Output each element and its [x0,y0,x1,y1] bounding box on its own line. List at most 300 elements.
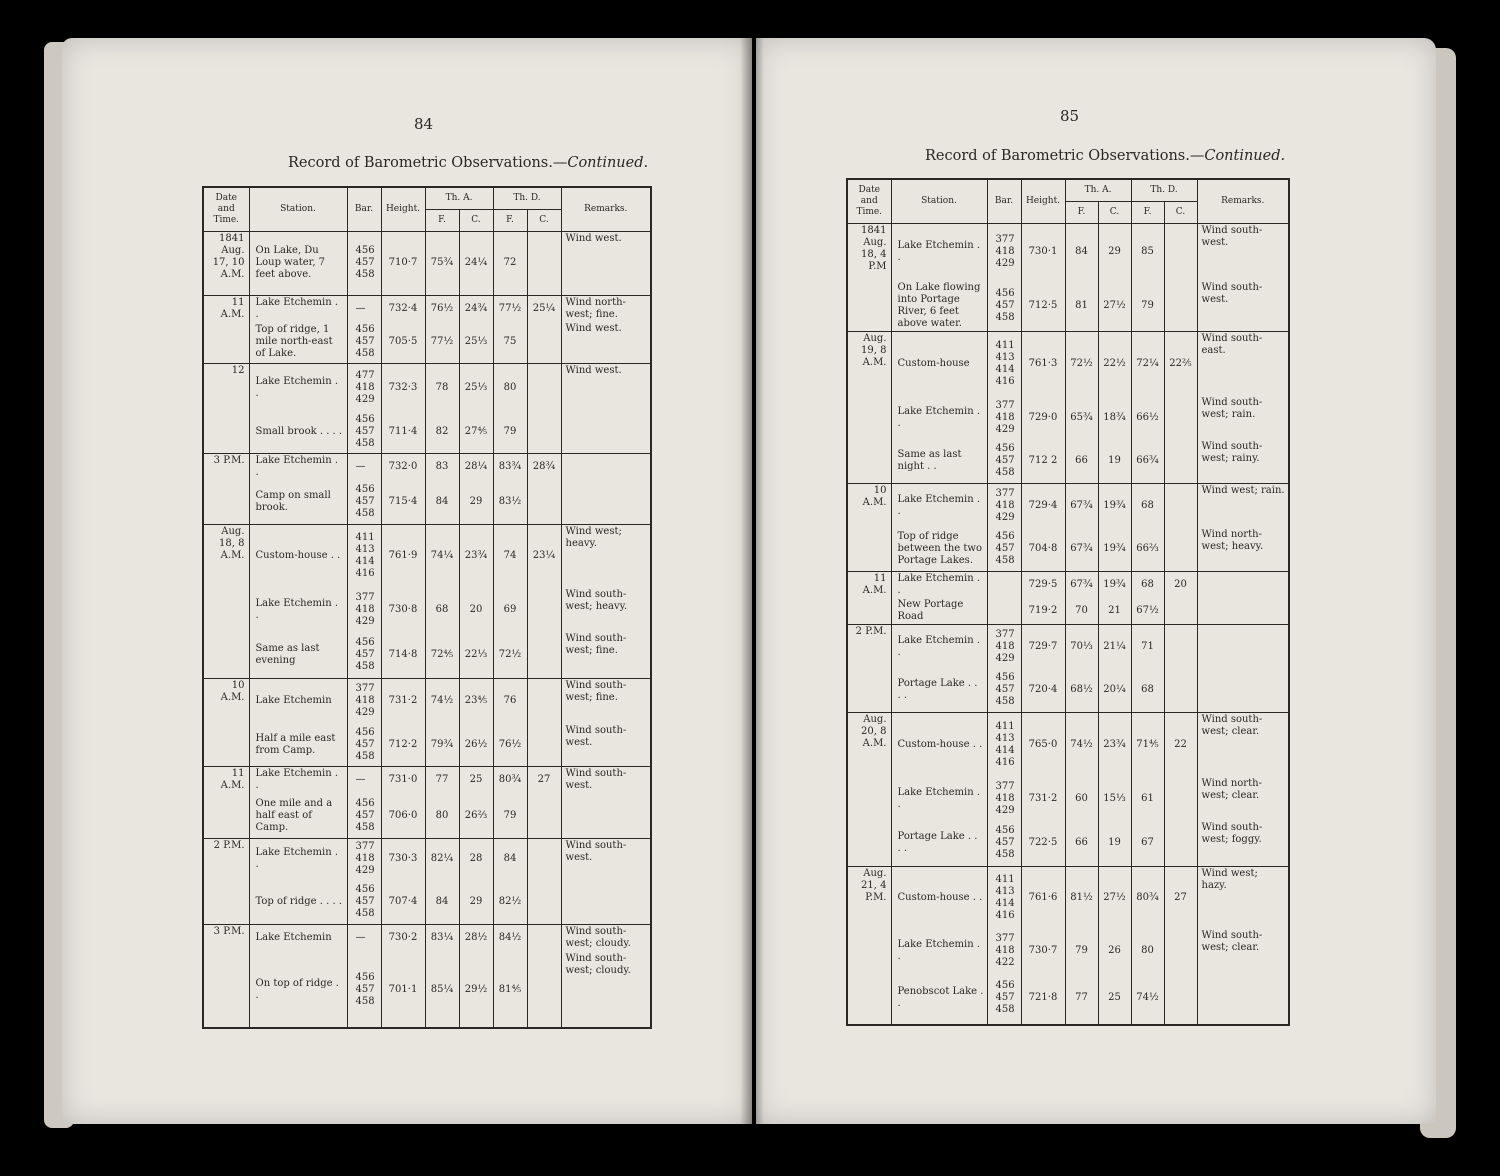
th-d-f-cell: 79 [493,412,527,454]
th-a-c-cell: 27½ [1098,281,1131,332]
th-a-f-cell: 74½ [425,678,459,724]
th-a-c-cell: 29 [1098,223,1131,281]
bar-cell: 377 418 429 [987,625,1021,669]
station-cell: Top of ridge between the two Portage Lakes. [891,528,987,572]
th-a-c-cell: 25 [1098,973,1131,1025]
station-cell: New Portage Road [891,598,987,625]
date-cell [203,480,249,524]
date-cell [847,396,891,440]
th-a-f-cell: 68 [425,588,459,632]
header-date: Date and Time. [847,179,891,223]
height-cell: 761·6 [1021,867,1065,929]
th-a-c-cell: 19 [1098,440,1131,484]
th-d-c-cell [527,952,561,1028]
remarks-cell: Wind north-west; clear. [1197,777,1289,821]
height-cell: 729·7 [1021,625,1065,669]
th-a-f-cell: 84 [425,480,459,524]
remarks-cell: Wind west. [561,231,651,295]
th-a-c-cell: 27½ [1098,867,1131,929]
th-d-f-cell: 80 [1131,929,1164,973]
remarks-cell: Wind south-west; heavy. [561,588,651,632]
th-d-c-cell [527,231,561,295]
remarks-cell: Wind south-west; rain. [1197,396,1289,440]
th-a-c-cell: 20¼ [1098,669,1131,713]
th-d-c-cell [1164,777,1197,821]
header-th-d: Th. D. [1131,179,1197,201]
bar-cell: 377 418 429 [347,678,381,724]
th-a-f-cell: 84 [1065,223,1098,281]
th-d-c-cell [1164,528,1197,572]
table-row [203,838,651,880]
bar-cell: 411 413 414 416 [987,332,1021,396]
table-row [203,322,651,364]
height-cell: 715·4 [381,480,425,524]
station-cell: Portage Lake . . . . [891,669,987,713]
height-cell: 705·5 [381,322,425,364]
th-d-c-cell [527,724,561,766]
th-a-c-cell: 23⅘ [459,678,493,724]
th-a-f-cell: 79¾ [425,724,459,766]
height-cell: 710·7 [381,231,425,295]
bar-cell: 456 457 458 [347,794,381,838]
remarks-cell: Wind south-west; foggy. [1197,821,1289,867]
table-row [847,821,1289,867]
th-d-c-cell [527,632,561,678]
header-station: Station. [891,179,987,223]
station-cell: Half a mile east from Camp. [249,724,347,766]
th-a-c-cell: 26½ [459,724,493,766]
th-d-f-cell: 83½ [493,480,527,524]
header-tha-c: C. [1098,201,1131,223]
th-d-c-cell [1164,598,1197,625]
station-cell: Custom-house [891,332,987,396]
table-row [203,454,651,481]
th-a-f-cell: 74½ [1065,713,1098,777]
bar-cell: 377 418 429 [347,838,381,880]
date-cell: 11 A.M. [847,572,891,599]
date-cell: 11 A.M. [203,766,249,794]
th-a-f-cell: 79 [1065,929,1098,973]
bar-cell: 456 457 458 [347,322,381,364]
remarks-cell: Wind south-west. [561,766,651,794]
remarks-cell [561,880,651,924]
bar-cell: 411 413 414 416 [347,524,381,588]
th-a-c-cell: 27⅘ [459,412,493,454]
remarks-cell: Wind south-east. [1197,332,1289,396]
station-cell: Small brook . . . . [249,412,347,454]
th-a-c-cell: 28¼ [459,454,493,481]
date-cell [203,588,249,632]
th-a-f-cell: 67¾ [1065,572,1098,599]
table-row [203,231,651,295]
remarks-cell [561,480,651,524]
th-a-c-cell: 28½ [459,924,493,952]
bar-cell: 456 457 458 [347,412,381,454]
th-a-c-cell: 29 [459,880,493,924]
th-d-c-cell: 25¼ [527,295,561,322]
bar-cell: 477 418 429 [347,364,381,412]
th-d-c-cell [527,880,561,924]
height-cell: 731·2 [1021,777,1065,821]
bar-cell: — [347,295,381,322]
th-d-f-cell: 83¾ [493,454,527,481]
th-a-c-cell: 15⅓ [1098,777,1131,821]
station-cell: Top of ridge, 1 mile north-east of Lake. [249,322,347,364]
table-row [203,480,651,524]
table-row [847,777,1289,821]
date-cell [847,929,891,973]
th-a-c-cell: 22½ [1098,332,1131,396]
th-d-f-cell: 75 [493,322,527,364]
date-cell [847,777,891,821]
remarks-cell [1197,973,1289,1025]
header-tha-c: C. [459,209,493,231]
bar-cell [987,598,1021,625]
table-row [847,223,1289,281]
table-row [203,632,651,678]
header-bar: Bar. [347,187,381,231]
bar-cell: 456 457 458 [347,952,381,1028]
th-a-c-cell: 23¾ [1098,713,1131,777]
th-a-f-cell: 74¼ [425,524,459,588]
th-d-f-cell: 72¼ [1131,332,1164,396]
th-d-c-cell: 27 [1164,867,1197,929]
th-d-c-cell [527,364,561,412]
height-cell: 732·4 [381,295,425,322]
remarks-cell: Wind south-west; rainy. [1197,440,1289,484]
header-bar: Bar. [987,179,1021,223]
bar-cell: 377 418 429 [987,777,1021,821]
height-cell: 711·4 [381,412,425,454]
date-cell: 3 P.M. [203,454,249,481]
station-cell: Lake Etchemin . . [249,766,347,794]
header-thd-f: F. [493,209,527,231]
table-row [203,364,651,412]
right-page-number: 85 [1060,107,1080,125]
th-d-f-cell: 82½ [493,880,527,924]
remarks-cell: Wind south-west. [561,838,651,880]
station-cell: On top of ridge . . [249,952,347,1028]
bar-cell: 456 457 458 [987,973,1021,1025]
height-cell: 765·0 [1021,713,1065,777]
th-d-c-cell [1164,821,1197,867]
th-a-f-cell: 77 [1065,973,1098,1025]
th-d-f-cell: 76 [493,678,527,724]
th-a-c-cell: 29½ [459,952,493,1028]
th-a-f-cell: 83 [425,454,459,481]
table-row [847,867,1289,929]
header-thd-c: C. [1164,201,1197,223]
remarks-cell: Wind south-west; fine. [561,632,651,678]
remarks-cell [1197,625,1289,669]
bar-cell: — [347,924,381,952]
th-d-c-cell [1164,396,1197,440]
height-cell: 712 2 [1021,440,1065,484]
th-a-f-cell: 84 [425,880,459,924]
th-d-c-cell [527,678,561,724]
th-d-f-cell: 67 [1131,821,1164,867]
header-tha-f: F. [1065,201,1098,223]
height-cell: 761·3 [1021,332,1065,396]
remarks-cell: Wind south-west. [1197,281,1289,332]
th-a-c-cell: 26⅔ [459,794,493,838]
height-cell: 732·0 [381,454,425,481]
th-d-c-cell: 23¼ [527,524,561,588]
th-a-f-cell: 75¾ [425,231,459,295]
date-cell [203,322,249,364]
height-cell: 720·4 [1021,669,1065,713]
th-d-f-cell: 66½ [1131,396,1164,440]
th-d-c-cell [527,794,561,838]
th-a-c-cell: 19¾ [1098,572,1131,599]
date-cell [847,973,891,1025]
bar-cell: 456 457 458 [987,669,1021,713]
bar-cell [987,572,1021,599]
header-thd-f: F. [1131,201,1164,223]
th-d-f-cell: 66¾ [1131,440,1164,484]
date-cell: 2 P.M. [847,625,891,669]
th-a-f-cell: 72⅘ [425,632,459,678]
table-row [847,572,1289,599]
th-d-f-cell: 84 [493,838,527,880]
table-row [203,880,651,924]
th-d-c-cell: 22 [1164,713,1197,777]
th-d-f-cell: 77½ [493,295,527,322]
th-a-f-cell: 81½ [1065,867,1098,929]
th-a-f-cell: 67¾ [1065,484,1098,528]
station-cell: Custom-house . . [891,867,987,929]
left-page-number: 84 [414,115,434,133]
th-a-f-cell: 77½ [425,322,459,364]
date-cell [847,669,891,713]
header-remarks: Remarks. [561,187,651,231]
station-cell: Custom-house . . [891,713,987,777]
date-cell [203,794,249,838]
date-cell: Aug. 18, 8 A.M. [203,524,249,588]
height-cell: 704·8 [1021,528,1065,572]
th-d-c-cell [527,412,561,454]
bar-cell: 456 457 458 [347,632,381,678]
th-a-f-cell: 70 [1065,598,1098,625]
bar-cell: 377 418 429 [347,588,381,632]
header-height: Height. [1021,179,1065,223]
th-a-f-cell: 76½ [425,295,459,322]
header-th-d: Th. D. [493,187,561,209]
th-d-f-cell: 61 [1131,777,1164,821]
bar-cell: 456 457 458 [987,440,1021,484]
th-a-f-cell: 67¾ [1065,528,1098,572]
height-cell: 731·2 [381,678,425,724]
height-cell: 730·8 [381,588,425,632]
th-d-c-cell [1164,281,1197,332]
remarks-cell: Wind south-west. [1197,223,1289,281]
th-d-c-cell [527,588,561,632]
th-d-f-cell: 81⅘ [493,952,527,1028]
table-row [847,440,1289,484]
remarks-cell [561,794,651,838]
table-row [203,678,651,724]
th-a-c-cell: 23¾ [459,524,493,588]
height-cell: 714·8 [381,632,425,678]
bar-cell: 456 457 458 [347,724,381,766]
th-d-c-cell: 27 [527,766,561,794]
station-cell: Lake Etchemin . . [249,588,347,632]
th-a-c-cell: 24¼ [459,231,493,295]
remarks-cell: Wind south-west; clear. [1197,713,1289,777]
th-d-f-cell: 79 [493,794,527,838]
th-d-f-cell: 68 [1131,484,1164,528]
station-cell: Lake Etchemin [249,924,347,952]
th-d-f-cell: 76½ [493,724,527,766]
book-gutter [740,36,764,1126]
table-row [847,484,1289,528]
height-cell: 722·5 [1021,821,1065,867]
date-cell: 2 P.M. [203,838,249,880]
th-d-c-cell [1164,973,1197,1025]
date-cell: 1841 Aug. 17, 10 A.M. [203,231,249,295]
th-a-f-cell: 70⅓ [1065,625,1098,669]
th-a-c-cell: 19¾ [1098,528,1131,572]
station-cell: Lake Etchemin [249,678,347,724]
th-d-f-cell: 79 [1131,281,1164,332]
table-row [203,794,651,838]
station-cell: Custom-house . . [249,524,347,588]
th-d-f-cell: 71⅘ [1131,713,1164,777]
height-cell: 721·8 [1021,973,1065,1025]
table-row [847,625,1289,669]
th-d-c-cell: 20 [1164,572,1197,599]
table-row [847,528,1289,572]
th-a-f-cell: 66 [1065,821,1098,867]
header-height: Height. [381,187,425,231]
date-cell [203,880,249,924]
date-cell [847,440,891,484]
th-d-f-cell: 66⅔ [1131,528,1164,572]
station-cell: Lake Etchemin . . [249,454,347,481]
th-a-f-cell: 77 [425,766,459,794]
height-cell: 701·1 [381,952,425,1028]
table-row [847,973,1289,1025]
height-cell: 719·2 [1021,598,1065,625]
station-cell: Same as last evening [249,632,347,678]
th-d-f-cell: 84½ [493,924,527,952]
station-cell: Lake Etchemin . . [891,625,987,669]
remarks-cell [561,412,651,454]
date-cell: Aug. 19, 8 A.M. [847,332,891,396]
th-a-f-cell: 66 [1065,440,1098,484]
bar-cell: 456 457 458 [987,281,1021,332]
height-cell: 712·2 [381,724,425,766]
th-d-c-cell [1164,223,1197,281]
th-d-c-cell [527,838,561,880]
th-d-f-cell: 68 [1131,572,1164,599]
station-cell: Same as last night . . [891,440,987,484]
th-d-c-cell [527,480,561,524]
station-cell: Lake Etchemin . . [891,223,987,281]
header-date: Date and Time. [203,187,249,231]
remarks-cell: Wind west; rain. [1197,484,1289,528]
th-d-f-cell: 72½ [493,632,527,678]
th-a-c-cell: 28 [459,838,493,880]
station-cell: On Lake flowing into Portage River, 6 feet above water. [891,281,987,332]
bar-cell: 456 457 458 [347,880,381,924]
bar-cell: 456 457 458 [987,528,1021,572]
bar-cell: 411 413 414 416 [987,713,1021,777]
date-cell: Aug. 21, 4 P.M. [847,867,891,929]
station-cell: On Lake, Du Loup water, 7 feet above. [249,231,347,295]
th-a-f-cell: 60 [1065,777,1098,821]
th-a-f-cell: 72½ [1065,332,1098,396]
date-cell [847,281,891,332]
date-cell [203,632,249,678]
table-row [203,724,651,766]
table-row [847,281,1289,332]
th-d-c-cell [1164,440,1197,484]
left-observation-table [202,186,652,1029]
table-row [203,295,651,322]
right-observation-table [846,178,1290,1026]
height-cell: 761·9 [381,524,425,588]
date-cell: Aug. 20, 8 A.M. [847,713,891,777]
date-cell: 1841 Aug. 18, 4 P.M [847,223,891,281]
station-cell: Top of ridge . . . . [249,880,347,924]
th-a-c-cell: 24¾ [459,295,493,322]
th-d-c-cell [527,924,561,952]
height-cell: 729·0 [1021,396,1065,440]
station-cell: Camp on small brook. [249,480,347,524]
bar-cell: 377 418 429 [987,484,1021,528]
date-cell [847,528,891,572]
th-a-f-cell: 65¾ [1065,396,1098,440]
bar-cell: 456 457 458 [347,480,381,524]
station-cell: Portage Lake . . . . [891,821,987,867]
table-row [847,396,1289,440]
station-cell: Lake Etchemin . . [249,364,347,412]
date-cell [203,412,249,454]
th-a-f-cell: 68½ [1065,669,1098,713]
height-cell: 730·3 [381,838,425,880]
table-row [203,412,651,454]
th-a-f-cell: 82 [425,412,459,454]
station-cell: Lake Etchemin . . [249,838,347,880]
th-a-c-cell: 20 [459,588,493,632]
table-row [847,598,1289,625]
th-d-f-cell: 80 [493,364,527,412]
remarks-cell: Wind south-west; cloudy. [561,924,651,952]
table-row [847,669,1289,713]
th-d-f-cell: 71 [1131,625,1164,669]
bar-cell: — [347,766,381,794]
station-cell: Lake Etchemin . . [249,295,347,322]
date-cell: 3 P.M. [203,924,249,952]
th-d-c-cell [1164,669,1197,713]
remarks-cell: Wind west. [561,364,651,412]
th-a-f-cell: 83¼ [425,924,459,952]
th-d-f-cell: 74½ [1131,973,1164,1025]
height-cell: 730·2 [381,924,425,952]
bar-cell: — [347,454,381,481]
table-row [203,588,651,632]
remarks-cell: Wind south-west; cloudy. [561,952,651,1028]
table-row [203,766,651,794]
th-a-c-cell: 25⅓ [459,322,493,364]
remarks-cell: Wind south-west. [561,724,651,766]
th-a-c-cell: 19¾ [1098,484,1131,528]
th-a-c-cell: 21 [1098,598,1131,625]
remarks-cell: Wind west; hazy. [1197,867,1289,929]
station-cell: Lake Etchemin . . [891,572,987,599]
header-remarks: Remarks. [1197,179,1289,223]
